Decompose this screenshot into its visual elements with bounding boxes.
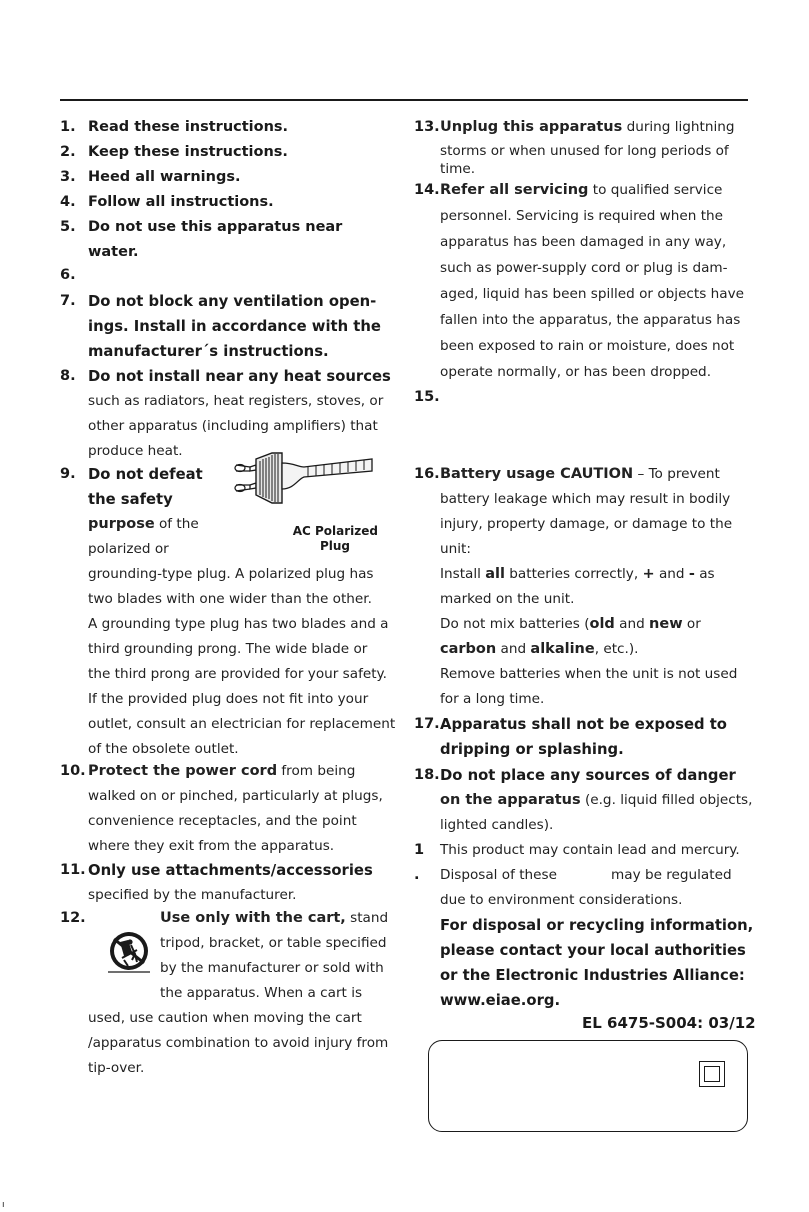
item-text: outlet, consult an electrician for replacement — [88, 716, 396, 732]
item-text: third grounding prong. The wide blade or — [88, 641, 368, 657]
item-text: the apparatus. When a cart is — [160, 985, 363, 1001]
item-text: Refer all servicing — [440, 182, 589, 198]
item-text: For disposal or recycling information, — [440, 917, 754, 934]
item-text: during lightning — [622, 119, 735, 135]
item-text: convenience receptacles, and the point — [88, 813, 357, 829]
item-text: Keep these instructions. — [88, 144, 288, 160]
item-text: grounding-type plug. A polarized plug has — [88, 566, 374, 582]
item-text: may be regulated — [611, 867, 732, 883]
item-text: Do not install near any heat sources — [88, 368, 391, 385]
item-text: www.eiae.org. — [440, 992, 561, 1009]
item-text: of the — [154, 516, 199, 532]
item-number: 8. — [60, 368, 76, 384]
item-number: 7. — [60, 293, 76, 309]
item-text: such as radiators, heat registers, stoves, or — [88, 393, 384, 409]
item-text: Do not defeat — [88, 466, 203, 483]
double-square-icon — [699, 1061, 725, 1087]
item-number: 2. — [60, 144, 76, 160]
item-text: , etc.). — [594, 641, 639, 657]
item-number: 16. — [414, 466, 440, 482]
item-text: been exposed to rain or moisture, does not — [440, 338, 735, 354]
item-text: carbon — [440, 641, 497, 657]
item-text: time. — [440, 161, 476, 177]
item-number: 1 . — [414, 842, 425, 883]
item-text: Disposal of these — [440, 867, 557, 883]
item-text: on the apparatus — [440, 792, 581, 808]
item-text: where they exit from the apparatus. — [88, 838, 335, 854]
item-text: Remove batteries when the unit is not used — [440, 666, 738, 682]
item-text: the safety — [88, 491, 173, 508]
item-text: This product may contain lead and mercury. — [440, 842, 740, 858]
item-number: 10. — [60, 763, 86, 779]
item-text: - — [688, 566, 695, 582]
item-number: 11. — [60, 862, 86, 878]
item-text: or the Electronic Industries Alliance: — [440, 967, 745, 984]
item-text: dripping or splashing. — [440, 741, 624, 758]
item-text: Do not mix batteries ( — [440, 616, 590, 632]
item-text: Use only with the cart, — [160, 910, 346, 926]
item-text: unit: — [440, 541, 471, 557]
item-text: specified by the manufacturer. — [88, 887, 297, 903]
item-text: please contact your local authorities — [440, 942, 746, 959]
item-number: 6. — [60, 267, 76, 283]
item-number: 5. — [60, 219, 76, 235]
document-code: EL 6475-S004: 03/12 — [582, 1014, 756, 1032]
item-text: Only use attachments/accessories — [88, 862, 373, 879]
item-number: 18. — [414, 767, 440, 783]
item-text: A grounding type plug has two blades and a — [88, 616, 389, 632]
top-rule — [60, 99, 748, 101]
item-text: Heed all warnings. — [88, 169, 241, 185]
item-text: and — [496, 641, 531, 657]
item-text: all — [485, 566, 505, 582]
item-text: injury, property damage, or damage to the — [440, 516, 733, 532]
item-text: + — [642, 566, 655, 582]
item-text: personnel. Servicing is required when the — [440, 208, 724, 224]
item-number: 9. — [60, 466, 76, 482]
item-text: storms or when unused for long periods of — [440, 143, 729, 159]
ac-plug-icon — [232, 437, 374, 515]
item-text: (e.g. liquid filled objects, — [580, 792, 753, 808]
item-number: 4. — [60, 194, 76, 210]
item-text: tripod, bracket, or table specified — [160, 935, 387, 951]
item-number: 13. — [414, 119, 440, 135]
item-text: /apparatus combination to avoid injury from — [88, 1035, 389, 1051]
plug-caption-line: Plug — [319, 539, 350, 553]
item-text: as — [694, 566, 715, 582]
item-number: 14. — [414, 182, 440, 198]
item-text: water. — [88, 244, 139, 260]
item-text: Protect the power cord — [88, 763, 278, 779]
item-text: Do not place any sources of danger — [440, 767, 736, 784]
item-text: tip-over. — [88, 1060, 145, 1076]
item-text: Install — [440, 566, 486, 582]
item-text: or — [682, 616, 701, 632]
item-text: apparatus has been damaged in any way, — [440, 234, 727, 250]
item-text: and — [614, 616, 650, 632]
item-text: marked on the unit. — [440, 591, 575, 607]
item-number: 12. — [60, 910, 86, 926]
item-text: – To prevent — [633, 466, 720, 482]
item-text: manufacturer´s instructions. — [88, 343, 329, 360]
item-text: fallen into the apparatus, the apparatus has — [440, 312, 741, 328]
item-text: other apparatus (including amplifiers) that — [88, 418, 378, 434]
item-text: Read these instructions. — [88, 119, 289, 135]
item-text: Do not block any ventilation open- — [88, 293, 377, 310]
plug-caption-line: AC Polarized — [292, 524, 378, 538]
plug-caption — [270, 524, 378, 554]
item-number: 1. — [60, 119, 76, 135]
item-text: Do not use this apparatus near — [88, 219, 343, 235]
item-text: If the provided plug does not fit into your — [88, 691, 369, 707]
bottom-frame — [428, 1040, 748, 1132]
item-text: two blades with one wider than the other. — [88, 591, 372, 607]
item-text: the third prong are provided for your safety. — [88, 666, 387, 682]
item-text: Unplug this apparatus — [440, 119, 623, 135]
crop-mark: ı — [2, 1200, 5, 1210]
item-text: lighted candles). — [440, 817, 554, 833]
item-text: ings. Install in accordance with the — [88, 318, 381, 335]
item-number: 17. — [414, 716, 440, 732]
item-text: walked on or pinched, particularly at plugs, — [88, 788, 383, 804]
item-text: produce heat. — [88, 443, 183, 459]
item-text: of the obsolete outlet. — [88, 741, 239, 757]
item-text: batteries correctly, — [504, 566, 643, 582]
item-text: operate normally, or has been dropped. — [440, 364, 712, 380]
item-text: Follow all instructions. — [88, 194, 274, 210]
item-text: for a long time. — [440, 691, 545, 707]
item-text: due to environment considerations. — [440, 892, 683, 908]
item-text: stand — [345, 910, 389, 926]
item-text: old — [589, 616, 615, 632]
item-text: alkaline — [530, 641, 595, 657]
item-text: Apparatus shall not be exposed to — [440, 716, 727, 733]
item-text: purpose — [88, 516, 155, 532]
item-number: 15. — [414, 389, 440, 405]
item-text: battery leakage which may result in bodily — [440, 491, 731, 507]
item-text: such as power-supply cord or plug is dam- — [440, 260, 728, 276]
item-text: new — [649, 616, 683, 632]
item-text: polarized or — [88, 541, 169, 557]
item-text: and — [654, 566, 689, 582]
item-number: 3. — [60, 169, 76, 185]
item-text: used, use caution when moving the cart — [88, 1010, 362, 1026]
item-text: to qualified service — [588, 182, 723, 198]
cart-warning-icon — [104, 930, 154, 978]
item-text: by the manufacturer or sold with — [160, 960, 384, 976]
item-text: Battery usage CAUTION — [440, 466, 634, 482]
item-text: aged, liquid has been spilled or objects have — [440, 286, 744, 302]
item-text: from being — [277, 763, 356, 779]
